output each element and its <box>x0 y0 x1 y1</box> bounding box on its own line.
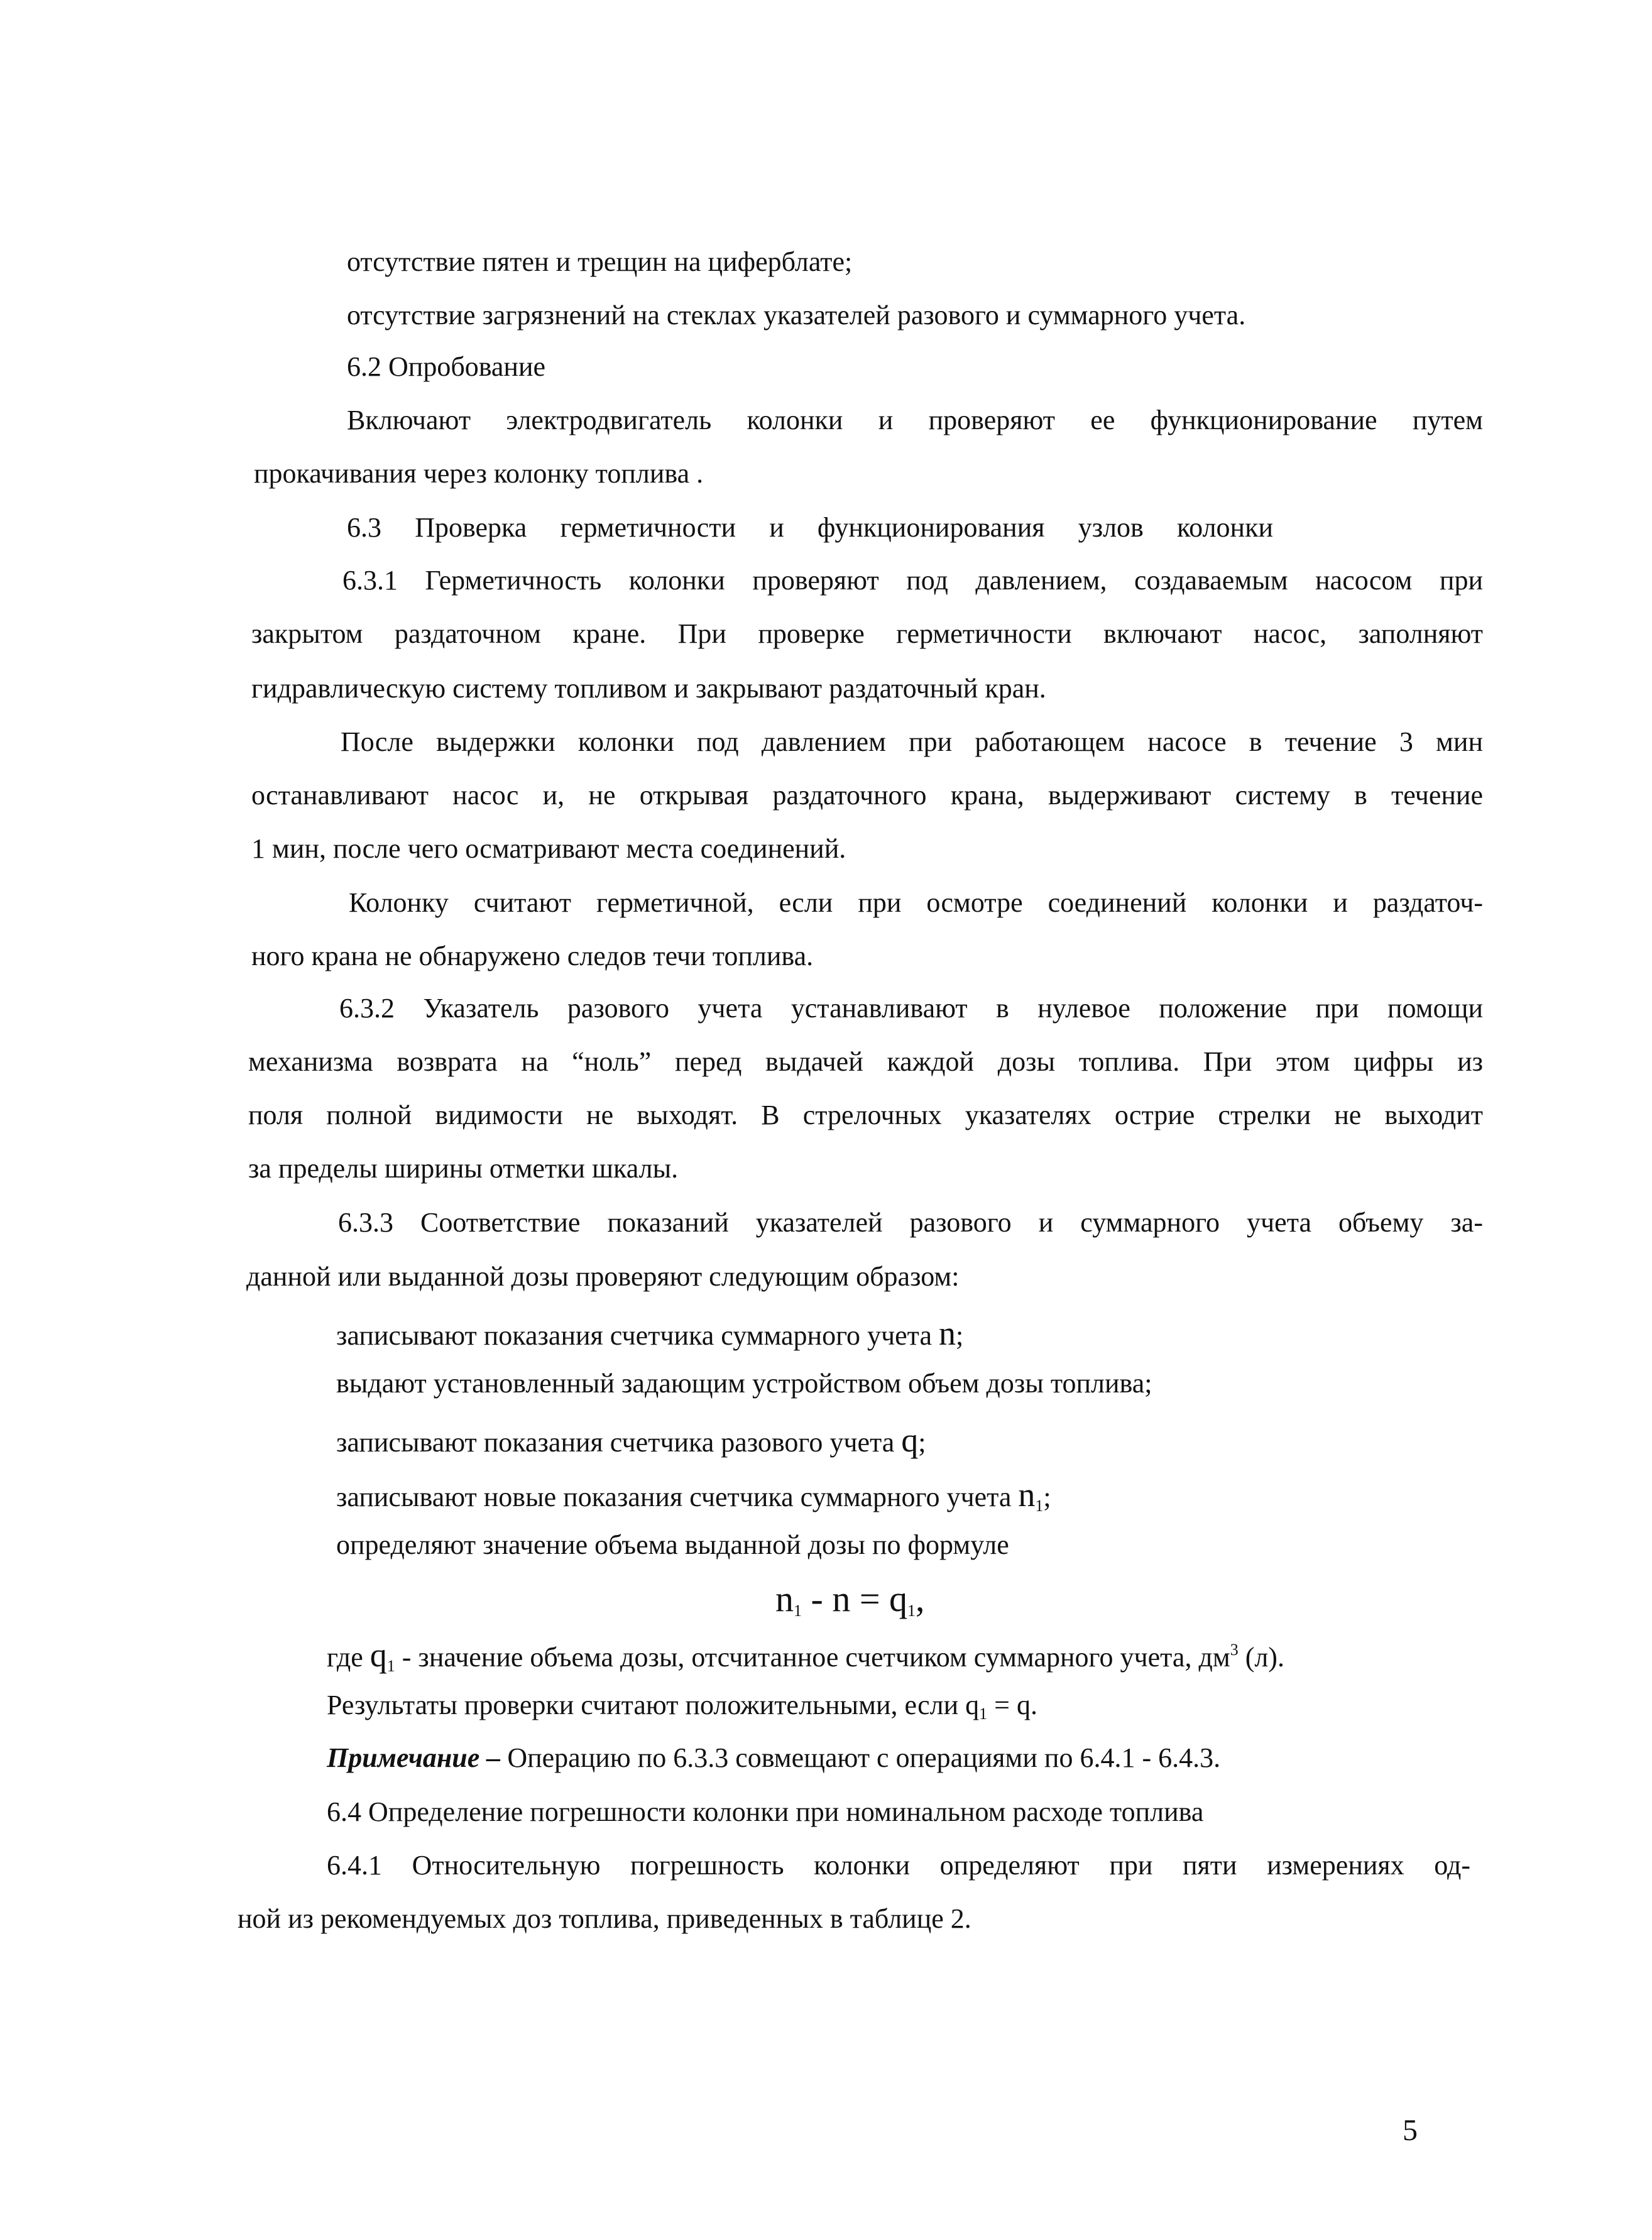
text-line: данной или выданной дозы проверяют следующим образом: <box>246 1261 960 1292</box>
text-line: за пределы ширины отметки шкалы. <box>248 1153 679 1184</box>
text-line: закрытом раздаточном кране. При проверке герметичности включают насос, заполняют <box>251 618 1483 649</box>
text-line: прокачивания через колонку топлива . <box>254 458 704 489</box>
text-line: 6.3.3 Соответствие показаний указателей разового и суммарного учета объему за- <box>338 1207 1483 1238</box>
text-line: механизма возврата на “ноль” перед выдачей каждой дозы топлива. При этом цифры из <box>248 1046 1483 1077</box>
text-line: останавливают насос и, не открывая раздаточного крана, выдерживают систему в течение <box>251 780 1483 811</box>
text-line: 1 мин, после чего осматривают места соединений. <box>251 833 846 864</box>
note-label: Примечание – <box>327 1742 508 1773</box>
section-heading: 6.2 Опробование <box>347 351 546 382</box>
page-number: 5 <box>1403 2114 1418 2147</box>
text-line: поля полной видимости не выходят. В стрелочных указателях острие стрелки не выходит <box>248 1100 1483 1130</box>
text-line: 6.3.2 Указатель разового учета устанавливают в нулевое положение при помощи <box>339 993 1483 1024</box>
list-item: записывают новые показания счетчика суммарного учета n1; <box>336 1476 1051 1515</box>
formula: n1 - n = q1, <box>775 1578 925 1620</box>
note: Примечание – Операцию по 6.3.3 совмещают с операциями по 6.4.1 - 6.4.3. <box>327 1742 1221 1773</box>
list-item: записывают показания счетчика суммарного учета n; <box>336 1314 964 1352</box>
text-line: Колонку считают герметичной, если при осмотре соединений колонки и раздаточ- <box>349 887 1483 918</box>
list-item: записывают показания счетчика разового учета q; <box>336 1421 926 1459</box>
text-line: Включают электродвигатель колонки и проверяют ее функционирование путем <box>347 405 1483 435</box>
text-line: отсутствие загрязнений на стеклах указателей разового и суммарного учета. <box>347 300 1246 331</box>
text-line: 6.3.1 Герметичность колонки проверяют под давлением, создаваемым насосом при <box>342 565 1483 596</box>
list-item: выдают установленный задающим устройством объем дозы топлива; <box>336 1368 1152 1399</box>
text-line: После выдержки колонки под давлением при работающем насосе в течение 3 мин <box>341 726 1483 757</box>
text-line: ного крана не обнаружено следов течи топлива. <box>251 941 814 971</box>
list-item: определяют значение объема выданной дозы по формуле <box>336 1529 1009 1560</box>
text-line: гидравлическую систему топливом и закрывают раздаточный кран. <box>251 673 1046 704</box>
section-heading: 6.4 Определение погрешности колонки при номинальном расходе топлива <box>327 1796 1204 1827</box>
section-heading: 6.3 Проверка герметичности и функционирования узлов колонки <box>347 512 1273 543</box>
text-line: ной из рекомендуемых доз топлива, приведенных в таблице 2. <box>238 1903 971 1934</box>
formula-legend: где q1 - значение объема дозы, отсчитанное счетчиком суммарного учета, $дм^3$ (л). <box>327 1636 1284 1675</box>
text-line: 6.4.1 Относительную погрешность колонки определяют при пяти измерениях од- <box>327 1850 1470 1881</box>
text-line: отсутствие пятен и трещин на циферблате; <box>347 246 853 277</box>
text-line: Результаты проверки считают положительными, если q1 = q. <box>327 1690 1037 1723</box>
